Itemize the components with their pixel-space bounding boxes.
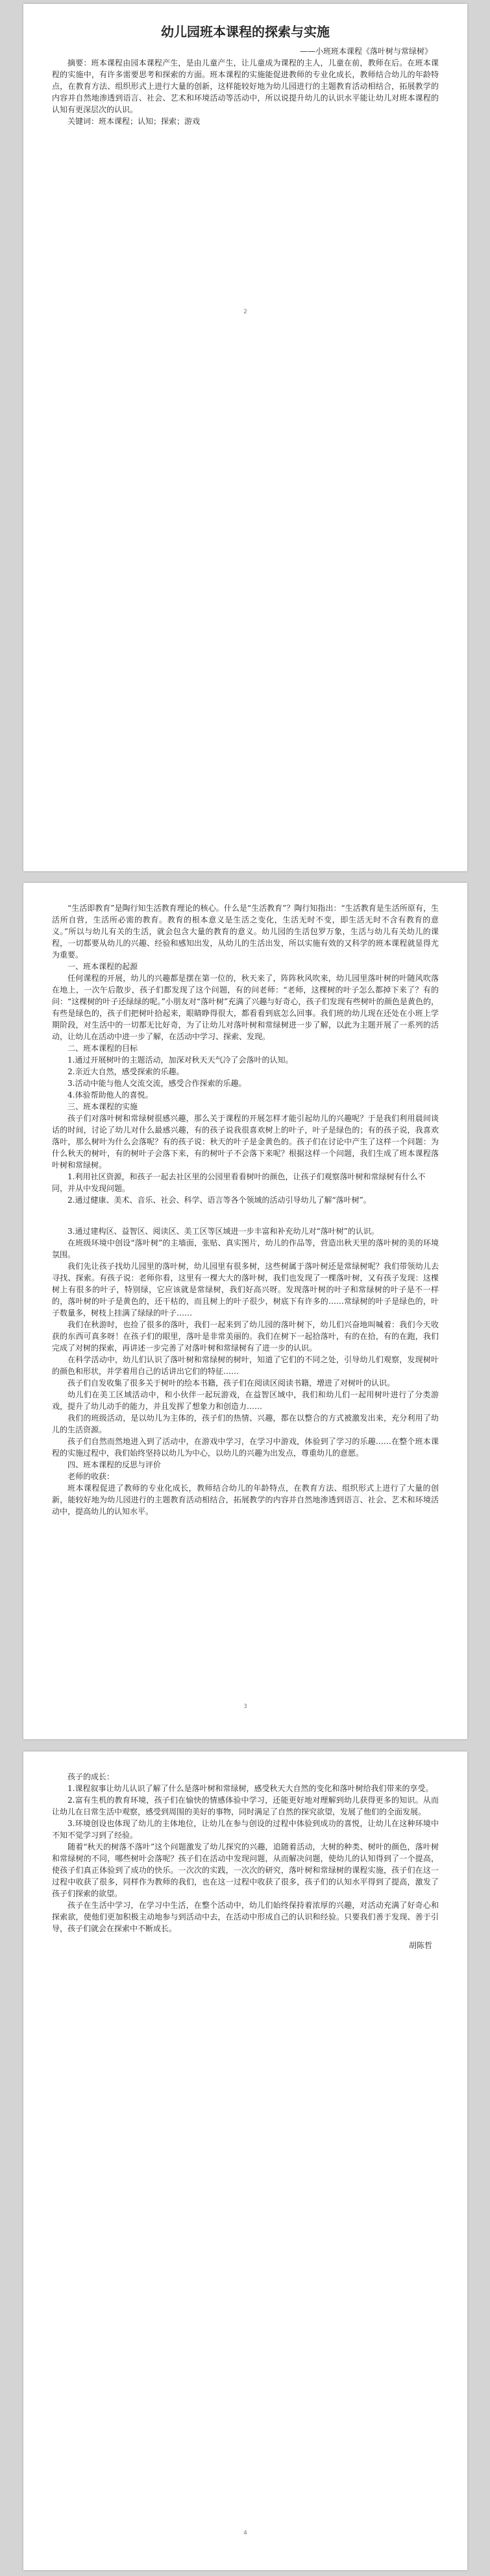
list-item: 3.通过建构区、益智区、阅读区、美工区等区域进一步丰富和补充幼儿对“落叶树”的认识。 (67, 1227, 379, 1236)
section-heading: 四、班本课程的反思与评价 (67, 1460, 162, 1469)
list-item: 1.利用社区资源，和孩子一起去社区里的公园里看看树叶的颜色，让孩子们观察落叶树和常绿树有什么不同，并从中发现问题。 (52, 1172, 426, 1193)
paragraph: 孩子们自发收集了很多关于树叶的绘本书籍，孩子们在阅读区阅读书籍，增进了对树叶的认识。 (67, 1378, 395, 1388)
list-item: 1.通过开展树叶的主题活动，加深对秋天天气冷了会落叶的认知。 (67, 1055, 293, 1065)
list-item: 2.亲近大自然，感受探索的乐趣。 (67, 1067, 184, 1076)
page-2 (23, 883, 467, 1739)
paragraph: 我们的班级活动，是以幼儿为主体的，孩子们的热情、兴趣，都在以整合的方式被激发出来，充分利用了幼儿的生活资源。 (52, 1414, 439, 1434)
list-item: 2.通过健康、美术、音乐、社会、科学、语言等各个领域的活动引导幼儿了解“落叶树”。 (67, 1196, 371, 1205)
page-number: 2 (243, 309, 247, 315)
list-item: 3.活动中能与他人交流交流，感受合作探索的乐趣。 (67, 1079, 247, 1088)
paragraph: 孩子在生活中学习，在学习中生活，在整个活动中，幼儿们始终保持着浓厚的兴趣，对活动充满了好奇心和探索欲，使他们更加积极主动地参与到活动中去，在活动中形成自己的认识和经验。只要我们善于发现、善于引导，孩子们就会在探索中不断成长。 (52, 1901, 439, 1933)
page-number: 4 (243, 2530, 247, 2536)
list-item: 4.体验帮助他人的喜悦。 (67, 1090, 153, 1100)
author-signature: 胡陈哲 (408, 1941, 432, 1950)
section-heading: 老师的收获： (67, 1472, 115, 1481)
paragraph: 随着“秋天的树落不落叶”这个问题激发了幼儿探究的兴趣，追随着活动，大树的种类、树叶的颜色，落叶树和常绿树的不同，哪些树叶会落呢？孩子们在活动中发现问题，从而解决问题，使幼儿的认知得到了一个提高，使孩子们真正体验到了成功的快乐。一次次的实践，一次次的研究，落叶树和常绿树的课程实施，孩子们在这一过程中收获了很多，同样作为教师的我们，也在这一过程中收获了很多，孩子们的认知水平得到了提高，激发了孩子们探索的欲望。 (52, 1842, 439, 1898)
paragraph: 孩子们对落叶树和常绿树很感兴趣，那么关于课程的开展怎样才能引起幼儿的兴趣呢？于是我们利用晨间谈话的时间，讨论了幼儿对什么最感兴趣，有的孩子说我很喜欢树上的叶子，叶子是绿色的；有的孩子说，我喜欢落叶，那么树叶为什么会落呢？有的孩子说：秋天的叶子是金黄色的。孩子们在讨论中产生了这样一个问题：为什么秋天的树叶，有的树叶子会落下来，有的树叶子不会落下来呢？根据这样一个问题，我们生成了班本课程落叶树和常绿树。 (52, 1114, 439, 1170)
section-heading: 一、班本课程的起源 (67, 962, 138, 971)
paragraph: 我们在秋游时，也捡了很多的落叶，我们一起来到了幼儿园的落叶树下，幼儿们兴奋地叫喊着：我们今天收获的东西可真多呀！在孩子们的眼里，落叶是非常美丽的。我们在树下一起拾落叶，有的在拾，有的在跑，我们完成了对树的探索，再讲述一步完善了对落叶树和常绿树有了进一步的认识。 (52, 1320, 439, 1353)
section-heading: 二、班本课程的目标 (67, 1044, 138, 1053)
page-number: 3 (243, 1703, 247, 1710)
paragraph: 在班级环境中创设“落叶树”的主墙面，张贴、真实图片，幼儿的作品等，营造出秋天里的落叶树的美的环境氛围。 (52, 1238, 439, 1259)
paragraph: “生活即教育”是陶行知生活教育理论的核心。什么是“生活教育”？陶行知指出：“生活教育是生活所原有，生活所自营，生活所必需的教育。教育的根本意义是生活之变化，生活无时不变，即生活无时不含有教育的意义。”所以与幼儿有关的生活，就会包含大量的教育的意义。幼儿园的生活包罗万象，生活与幼儿有关幼儿的课程，一切都要从幼儿的兴趣、经验和感知出发，从幼儿的生活出发，所以实施有效的又科学的班本课程就显得尤为重要。 (52, 904, 439, 959)
paragraph: 我们先让孩子找幼儿园里的落叶树，幼儿园里有很多树，这些树属于落叶树还是常绿树呢？我们带领幼儿去寻找、探索。有孩子说：老师你看，这里有一棵大大的落叶树，我们也发现了一棵落叶树，又有孩子发现：这棵树上有很多的叶子，特别绿，它应该就是常绿树，我们好高兴呀。发现落叶树的叶子和常绿树的叶子是不一样的，落叶树的叶子是黄色的，还干枯的，而且树上的叶子很少，树底下有许多的……常绿树的叶子是绿色的，叶子数量多，树枝上挂满了绿绿的叶子…… (52, 1262, 439, 1318)
paragraph: 在科学活动中，幼儿们认识了落叶树和常绿树的树叶，知道了它们的不同之处，引导幼儿们观察，发现树叶的颜色和形状，并学着用自己的话讲出它们的特征…… (52, 1355, 439, 1376)
paragraph: 1.课程叙事让幼儿认识了解了什么是落叶树和常绿树，感受秋天大自然的变化和落叶树给我们带来的享受。 (67, 1784, 434, 1793)
page-3 (23, 1751, 467, 2570)
page-1 (23, 4, 467, 871)
paragraph: 2.富有生机的教育环境，孩子们在愉快的情感体验中学习，还能更好地对理解到幼儿获得更多的知识。从而让幼儿在日常生活中观察，感受到周围的美好的事物，同时满足了自然的探究欲望，发展了他们的全面发展。 (52, 1796, 439, 1816)
keywords: 关键词：班本课程；认知；探索；游戏 (67, 117, 201, 126)
page-3-text (52, 1771, 439, 1951)
paragraph: 孩子们自然而然地进入到了活动中，在游戏中学习，在学习中游戏，体验到了学习的乐趣……在整个班本课程的实施过程中，我们始终坚持以幼儿为中心，以幼儿的兴趣为出发点，尊重幼儿的意愿。 (52, 1437, 439, 1458)
paragraph: 班本课程促进了教师的专业化成长，教师结合幼儿的年龄特点，在教育方法、组织形式上进行了大量的创新，能较好地为幼儿园进行的主题教育活动相结合，拓展教学的内容并自然地渗透到语言、社会、艺术和环境活动中，提高幼儿的认知水平。 (52, 1484, 439, 1516)
page-1-text (52, 23, 439, 127)
paragraph: 任何课程的开展，幼儿的兴趣都是摆在第一位的，秋天来了，阵阵秋风吹来，幼儿园里落叶树的叶随风吹落在地上，一次午后散步，孩子们都发现了这个问题，有的问老师：“老师，这棵树的叶子怎么都掉下来了？有的问：“这棵树的叶子还绿绿的呢。”小朋友对“落叶树”充满了兴趣与好奇心，孩子们发现有些树叶的颜色是黄色的，有些是绿色的，孩子们把树叶拾起来，眼睛睁得很大，都看看到底怎么回事。我们班的幼儿现在还处在小班上学期阶段，对生活中的一切都无比好奇，为了让幼儿对落叶树和常绿树进一步了解，以此为主题开展了一系列的活动，让幼儿在活动中进一步了解，在活动中学习、探索、发现。 (52, 974, 439, 1041)
paragraph: 幼儿们在美工区域活动中，和小伙伴一起玩游戏，在益智区域中，我们和幼儿们一起用树叶进行了分类游戏，提升了幼儿动手的能力，并且发挥了想象力和创造力…… (52, 1390, 439, 1411)
section-heading: 三、班本课程的实施 (67, 1102, 138, 1111)
page-2-text (52, 902, 439, 1517)
document-title: 幼儿园班本课程的探索与实施 (161, 24, 330, 40)
document-subtitle: ——小班班本课程《落叶树与常绿树》 (299, 47, 432, 56)
paragraph: 3.环境创设也体现了幼儿的主体地位，让幼儿在参与创设的过程中体验到成功的喜悦，让幼儿在这种环境中不知不觉学习到了经验。 (52, 1819, 439, 1840)
abstract: 摘要：班本课程由园本课程产生，是由儿童产生，让儿童成为课程的主人，儿童在前，教师在后。在班本课程的实施中，有许多需要思考和探索的方面。班本课程的实施能促进教师的专业化成长，教师结合幼儿的年龄特点，在教育方法、组织形式上进行大量的创新，这样能较好地为幼儿园进行的主题教育活动相结合，拓展教学的内容并自然地渗透到语言、社会、艺术和环境活动等活动中，所以说提升幼儿的认识水平能让幼儿对班本课程的认知有更深层次的认识。 (52, 58, 439, 114)
section-heading: 孩子的成长： (67, 1772, 115, 1781)
